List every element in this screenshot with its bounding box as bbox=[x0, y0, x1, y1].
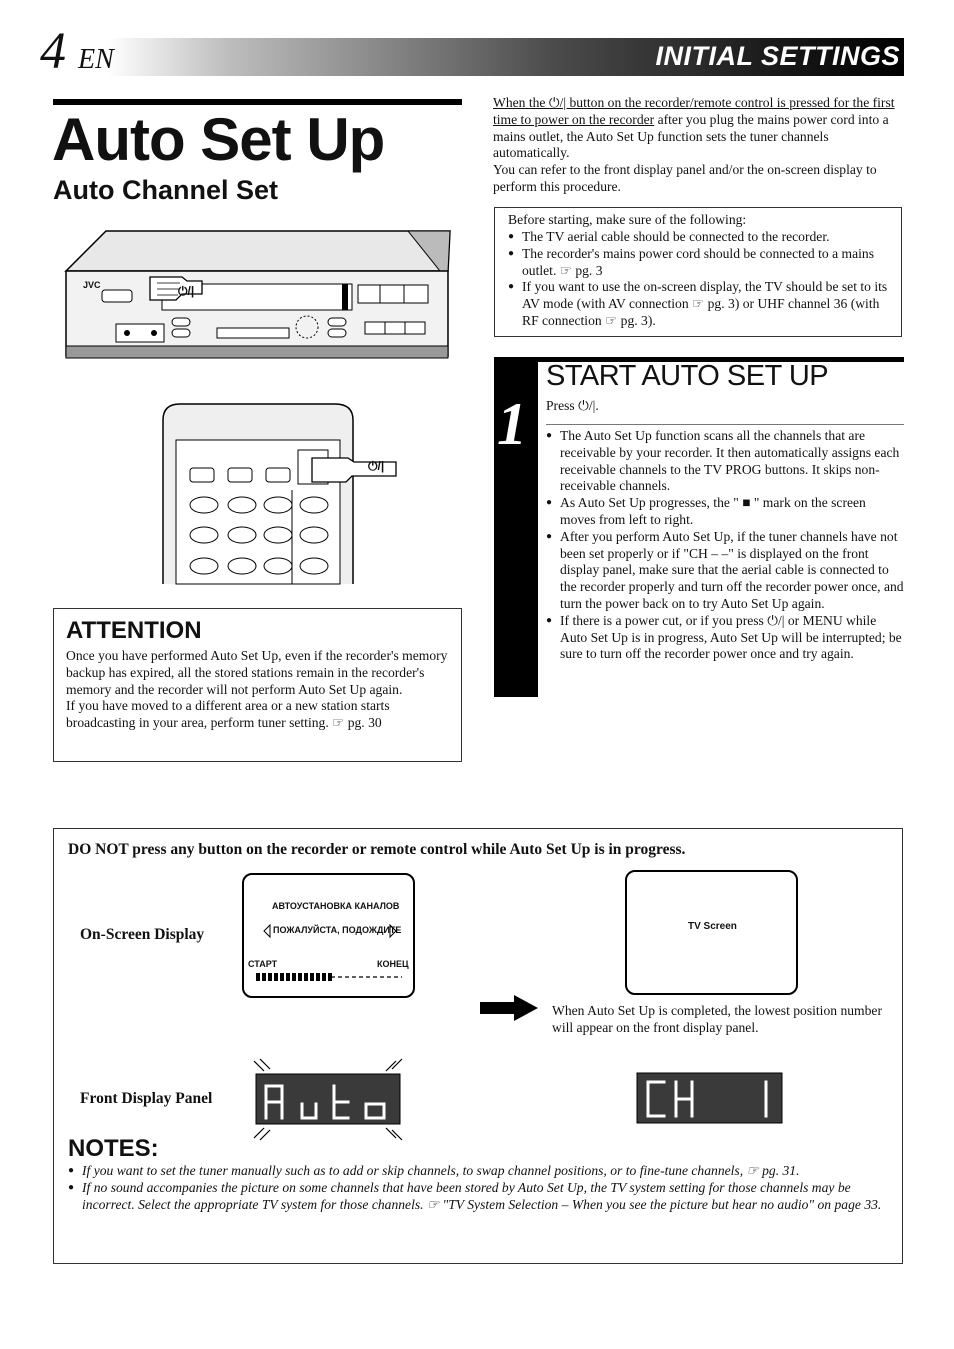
progress-block bbox=[286, 973, 290, 981]
progress-block bbox=[268, 973, 272, 981]
intro-paragraph bbox=[493, 95, 903, 196]
front-display-ch1 bbox=[636, 1072, 784, 1126]
list-item: ● If you want to set the tuner manually such as to add or skip channels, to swap channel positions, or to fine-tune channels, ☞ pg. 31. bbox=[68, 1163, 888, 1180]
intro-rest: after you plug the mains power cord into a mains outlet, the Auto Set Up function sets the tuner channels automatically. bbox=[493, 111, 889, 161]
attention-para-1: Once you have performed Auto Set Up, even if the recorder's memory backup has expired, all the stored stations remain in the recorder's memory and the recorder will not perform Auto Set Up again. bbox=[66, 648, 448, 697]
list-item: ● The TV aerial cable should be connected to the recorder. bbox=[508, 229, 893, 246]
attention-para-2: If you have moved to a different area or a new station starts broadcasting in your area, perform tuner setting. ☞ pg. 30 bbox=[66, 698, 390, 731]
step-details bbox=[546, 428, 904, 663]
vcr-illustration bbox=[62, 228, 454, 364]
progress-block bbox=[304, 973, 308, 981]
progress-block bbox=[298, 973, 302, 981]
page-language: EN bbox=[78, 44, 114, 75]
osd-end: КОНЕЦ bbox=[377, 959, 409, 969]
step-number: 1 bbox=[497, 391, 527, 457]
warning-text: DO NOT press any button on the recorder or remote control while Auto Set Up is in progress. bbox=[68, 841, 686, 858]
checklist bbox=[508, 229, 893, 330]
intro-underlined: When the ⏻/| button on the recorder/remote control is pressed for the first time to power on the recorder bbox=[493, 95, 895, 127]
list-item: ● If you want to use the on-screen display, the TV should be set to its AV mode (with AV connection ☞ pg. 3) or UHF channel 36 (with RF connection ☞ pg. 3). bbox=[508, 279, 893, 329]
step-title: START AUTO SET UP bbox=[546, 360, 829, 392]
arrow-icon bbox=[478, 994, 540, 1022]
osd-line-2: ПОЖАЛУЙСТА, ПОДОЖДИТЕ bbox=[273, 925, 402, 935]
vcr-brand: JVC bbox=[83, 280, 101, 290]
title-rule bbox=[53, 99, 462, 105]
remote-illustration bbox=[160, 400, 402, 586]
list-item: ● After you perform Auto Set Up, if the tuner channels have not been set properly or if "CH – –" is displayed on the front display panel, make sure that the aerial cable is connected to the recorder properly and turn off the recorder power once, and turn the power back on to try Auto Set Up again. bbox=[546, 529, 904, 613]
progress-block bbox=[262, 973, 266, 981]
osd-progress-bar bbox=[254, 971, 404, 983]
progress-block bbox=[274, 973, 278, 981]
step-divider bbox=[546, 424, 904, 425]
completed-text: When Auto Set Up is completed, the lowest position number will appear on the front display panel. bbox=[552, 1003, 882, 1035]
fdp-label: Front Display Panel bbox=[80, 1090, 213, 1107]
intro-second: You can refer to the front display panel and/or the on-screen display to perform this procedure. bbox=[493, 162, 877, 194]
progress-block bbox=[256, 973, 260, 981]
page-subtitle: Auto Channel Set bbox=[53, 175, 279, 205]
osd-line-1: АВТОУСТАНОВКА КАНАЛОВ bbox=[272, 901, 400, 911]
attention-title: ATTENTION bbox=[66, 617, 202, 644]
progress-block bbox=[280, 973, 284, 981]
notes-title: NOTES: bbox=[68, 1135, 159, 1162]
vcr-power-label: ⏻/| bbox=[178, 284, 195, 298]
attention-body bbox=[66, 648, 454, 732]
page-title: Auto Set Up bbox=[52, 106, 385, 173]
checklist-intro: Before starting, make sure of the following: bbox=[508, 212, 747, 227]
list-item: ● As Auto Set Up progresses, the " ■ " mark on the screen moves from left to right. bbox=[546, 495, 904, 529]
osd-arrows bbox=[262, 921, 398, 941]
section-title: INITIAL SETTINGS bbox=[655, 41, 900, 71]
osd-start: СТАРТ bbox=[248, 959, 278, 969]
progress-block bbox=[322, 973, 326, 981]
progress-block bbox=[310, 973, 314, 981]
osd-label: On-Screen Display bbox=[80, 926, 205, 943]
step-instruction: Press ⏻/|. bbox=[546, 398, 599, 413]
tv-screen bbox=[625, 870, 798, 995]
list-item: ● If no sound accompanies the picture on some channels that have been stored by Auto Set Up, the TV system setting for those channels may be incorrect. Select the appropriate TV system for those channels. ☞ "TV System Selection – When you see the picture but hear no audio" on page 33. bbox=[68, 1180, 888, 1214]
list-item: ● If there is a power cut, or if you press ⏻/| or MENU while Auto Set Up is in progress, Auto Set Up will be interrupted; be sure to turn off the recorder power once and try again. bbox=[546, 613, 904, 663]
list-item: ● The Auto Set Up function scans all the channels that are receivable by your recorder. It then automatically assigns each receivable channels to the TV PROG buttons. It skips non-receivable channels. bbox=[546, 428, 904, 495]
front-display-auto bbox=[250, 1058, 405, 1142]
progress-block bbox=[316, 973, 320, 981]
tv-screen-label: TV Screen bbox=[688, 921, 737, 932]
list-item: ● The recorder's mains power cord should be connected to a mains outlet. ☞ pg. 3 bbox=[508, 246, 893, 280]
progress-block bbox=[292, 973, 296, 981]
notes-list bbox=[68, 1163, 888, 1213]
page-number: 4 bbox=[40, 23, 66, 80]
remote-power-label: ⏻/| bbox=[368, 459, 385, 473]
